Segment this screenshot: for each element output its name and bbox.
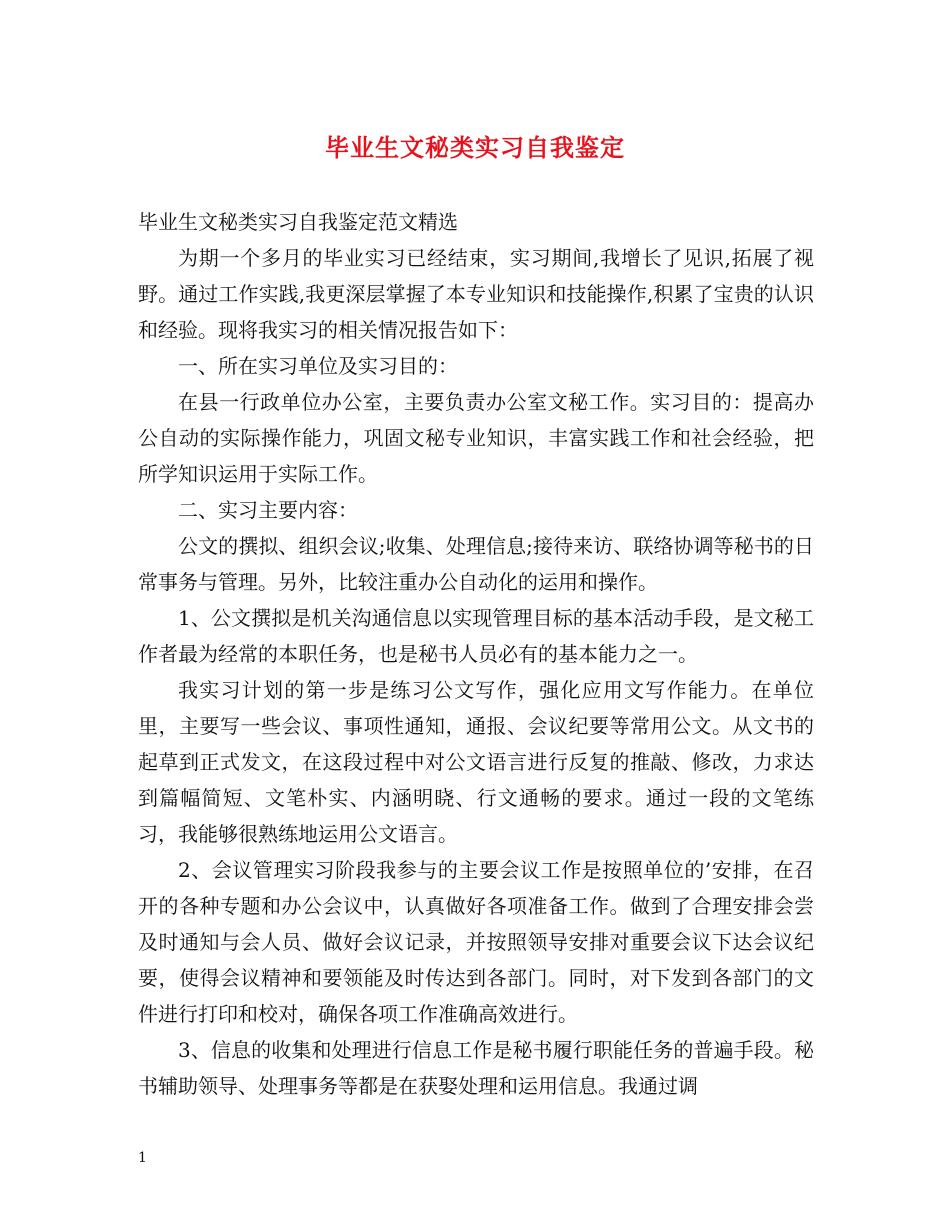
document-title: 毕业生文秘类实习自我鉴定 (325, 133, 625, 162)
section-heading: 二、实习主要内容： (178, 498, 358, 522)
paragraph: 我实习计划的第一步是练习公文写作，强化应用文写作能力。在单位里，主要写一些会议、事项性通知，通报、会议纪要等常用公文。从文书的起草到正式发文，在这段过程中对公文语言进行反复的推敲、修改，力求达到篇幅简短、文笔朴实、内涵明晓、行文通畅的要求。通过一段的文笔练习，我能够很熟练地运用公文语言。 (138, 678, 814, 846)
paragraph: 为期一个多月的毕业实习已经结束，实习期间,我增长了见识,拓展了视野。通过工作实践,我更深层掌握了本专业知识和技能操作,积累了宝贵的认识和经验。现将我实习的相关情况报告如下： (138, 246, 814, 342)
section-heading: 一、所在实习单位及实习目的： (178, 354, 458, 378)
paragraph: 3、信息的收集和处理进行信息工作是秘书履行职能任务的普遍手段。秘书辅助领导、处理事务等都是在获娶处理和运用信息。我通过调 (138, 1038, 814, 1098)
page-number: 1 (138, 1150, 147, 1166)
paragraph: 在县一行政单位办公室，主要负责办公室文秘工作。实习目的：提高办公自动的实际操作能力，巩固文秘专业知识，丰富实践工作和社会经验，把所学知识运用于实际工作。 (138, 390, 814, 486)
document-body (138, 204, 814, 1104)
paragraph: 1、公文撰拟是机关沟通信息以实现管理目标的基本活动手段，是文秘工作者最为经常的本职任务，也是秘书人员必有的基本能力之一。 (138, 606, 814, 666)
document-subtitle: 毕业生文秘类实习自我鉴定范文精选 (138, 210, 458, 234)
paragraph: 2、会议管理实习阶段我参与的主要会议工作是按照单位的’安排，在召开的各种专题和办公会议中，认真做好各项准备工作。做到了合理安排会尝及时通知与会人员、做好会议记录，并按照领导安排对重要会议下达会议纪要，使得会议精神和要领能及时传达到各部门。同时，对下发到各部门的文件进行打印和校对，确保各项工作准确高效进行。 (138, 858, 814, 1026)
paragraph: 公文的撰拟、组织会议;收集、处理信息;接待来访、联络协调等秘书的日常事务与管理。另外，比较注重办公自动化的运用和操作。 (138, 534, 814, 594)
